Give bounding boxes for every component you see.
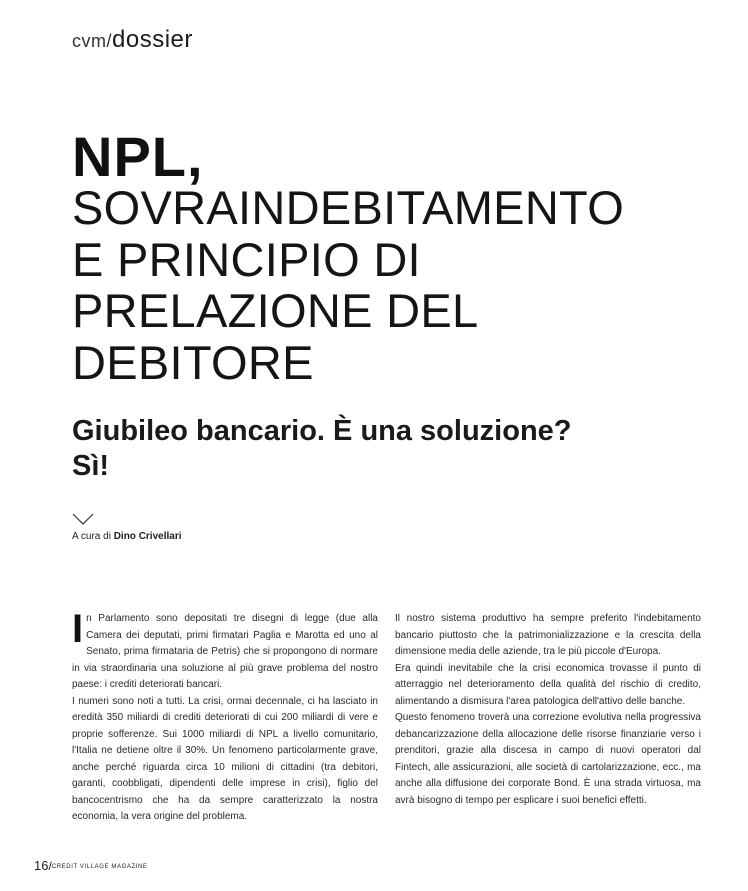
subtitle-line: Giubileo bancario. È una soluzione? xyxy=(72,415,572,447)
title-line: DEBITORE xyxy=(72,335,314,389)
title-bold-line: NPL, xyxy=(72,125,204,188)
title-line: SOVRAINDEBITAMENTO xyxy=(72,181,625,234)
paragraph xyxy=(72,607,378,694)
section-name: dossier xyxy=(112,26,193,53)
title-line: PRELAZIONE DEL xyxy=(72,284,479,337)
drop-cap: I xyxy=(72,607,84,651)
section-prefix: cvm/ xyxy=(72,31,112,51)
section-header xyxy=(72,26,193,54)
paragraph-text: n Parlamento sono depositati tre disegni di legge (due alla Camera dei deputati, primi firmatari Paglia e Marotta ed uno al Senato, prima firmataria de Petris) che si propongono di normare in via straordinaria una soluzione al più grave problema del nostro paese: i crediti deteriorati bancari. xyxy=(72,613,378,690)
byline xyxy=(72,531,182,542)
page-footer xyxy=(34,858,148,873)
subtitle xyxy=(72,414,732,484)
byline-prefix: A cura di xyxy=(72,531,111,542)
paragraph: Il nostro sistema produttivo ha sempre preferito l'indebitamento bancario piuttosto che la patrimonializzazione e la crescita della dimensione media delle aziende, tra le più piccole d'Europa. xyxy=(395,613,701,657)
paragraph: Era quindi inevitabile che la crisi economica trovasse il punto di atterraggio nel deterioramento della qualità del rischio di credito, alimentando a dismisura l'area patologica dell'attivo delle banche. xyxy=(395,662,701,707)
paragraph: Questo fenomeno troverà una correzione evolutiva nella progressiva debancarizzazione della allocazione delle risorse finanziarie verso i prenditori, grazie alla discesa in campo di nuovi operatori dal Fintech, alle assicurazioni, alle società di cartolarizzazione, ecc., ma anche alla diffusione dei corporate Bond. È una strada virtuosa, ma avrà bisogno di tempo per esplicare i suoi benefici effetti. xyxy=(395,712,701,806)
footer-separator: / xyxy=(48,859,52,873)
subtitle-line: Sì! xyxy=(72,450,110,482)
body-column-right xyxy=(395,611,701,809)
title-line: E PRINCIPIO DI xyxy=(72,232,421,286)
magazine-name: CREDIT VILLAGE MAGAZINE xyxy=(51,863,148,870)
title-thin-block xyxy=(72,182,748,388)
paragraph: I numeri sono noti a tutti. La crisi, ormai decennale, ci ha lasciato in eredità 350 miliardi di crediti deteriorati di cui 200 miliardi di vere e proprie sofferenze. Sui 1000 miliardi di NPL a livello comunitario, l'Italia ne detiene oltre il 30%. Un fenomeno particolarmente grave, anche perché riguarda circa 10 milioni di cittadini (tra debitori, garanti, coobbligati, dipendenti delle imprese in crisi), figlio del bancocentrismo che ha da sempre caratterizzato la nostra economia, la vera origine del problema. xyxy=(72,695,378,822)
byline-author: Dino Crivellari xyxy=(113,531,182,542)
page-number: 16 xyxy=(34,858,49,873)
body-column-left xyxy=(72,607,378,826)
chevron-down-icon xyxy=(72,513,94,525)
